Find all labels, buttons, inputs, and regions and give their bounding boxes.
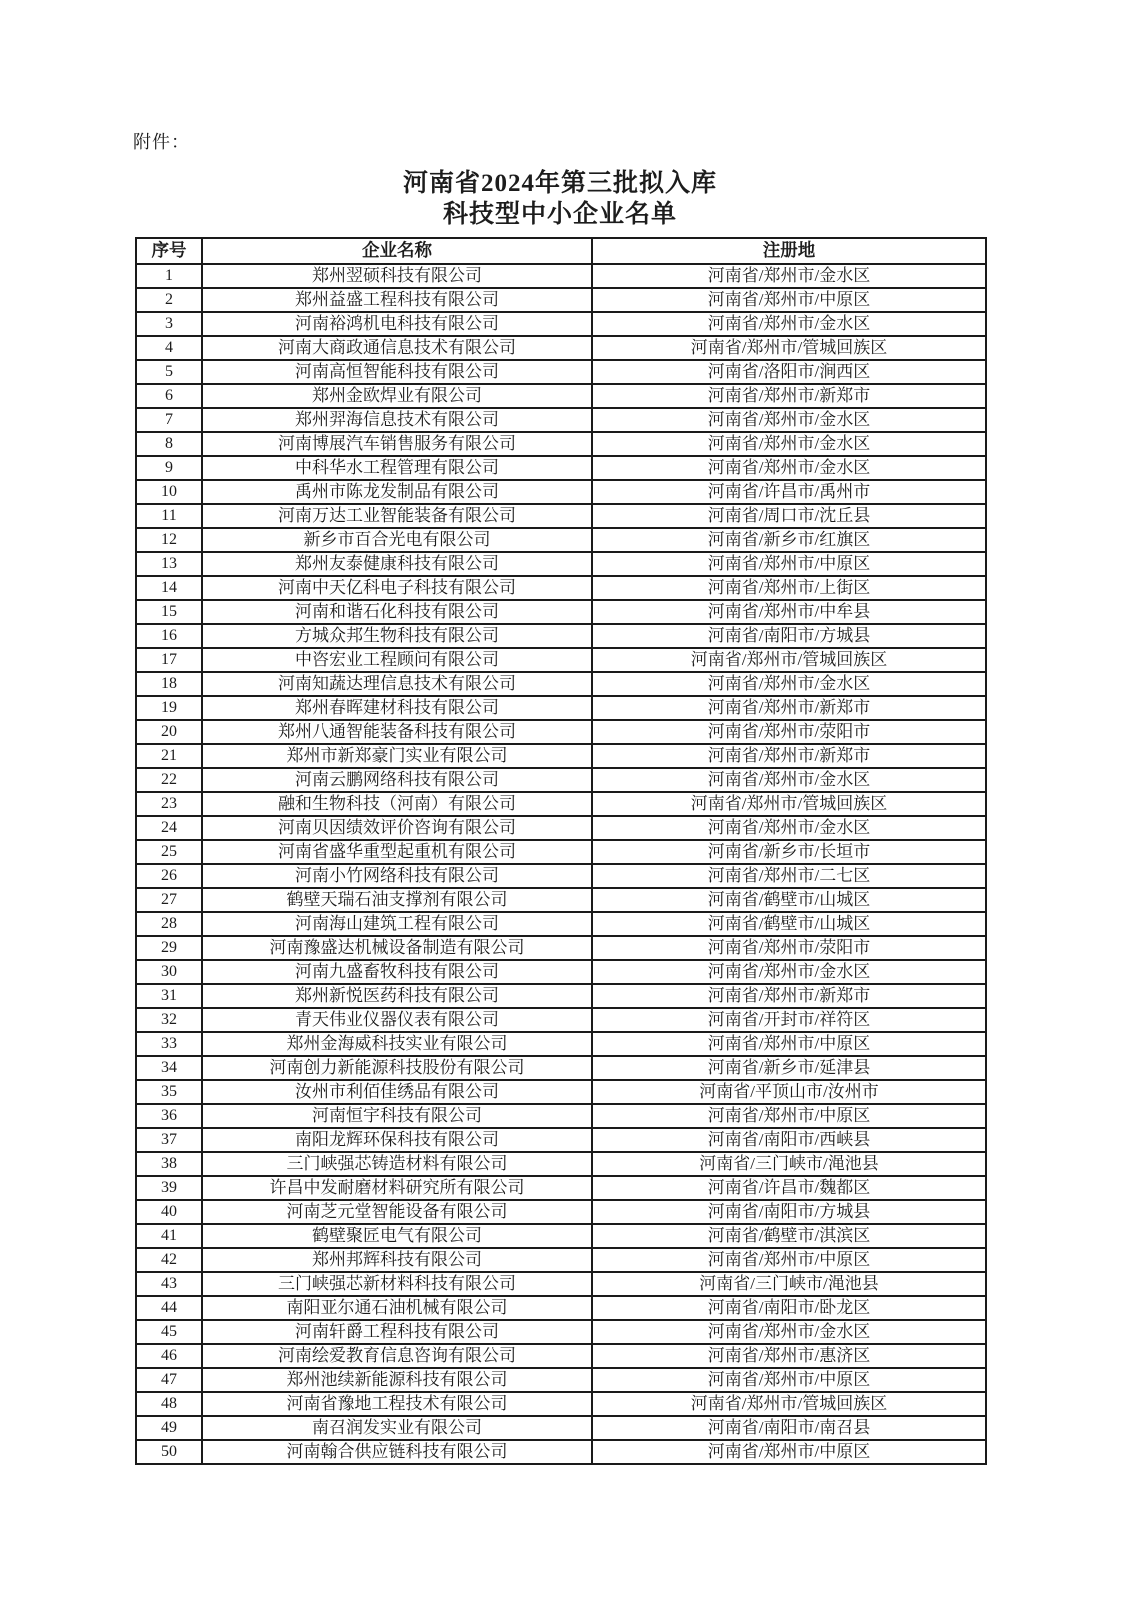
row-registration-place: 河南省/郑州市/新郑市 <box>592 744 986 768</box>
table-row <box>136 408 986 432</box>
row-company-name: 河南绘爱教育信息咨询有限公司 <box>202 1344 592 1368</box>
row-registration-place: 河南省/郑州市/荥阳市 <box>592 720 986 744</box>
row-serial-number: 18 <box>136 672 202 696</box>
row-company-name: 河南博展汽车销售服务有限公司 <box>202 432 592 456</box>
row-serial-number: 13 <box>136 552 202 576</box>
row-serial-number: 31 <box>136 984 202 1008</box>
row-registration-place: 河南省/郑州市/中原区 <box>592 1032 986 1056</box>
row-serial-number: 12 <box>136 528 202 552</box>
row-company-name: 郑州池续新能源科技有限公司 <box>202 1368 592 1392</box>
row-company-name: 禹州市陈龙发制品有限公司 <box>202 480 592 504</box>
row-registration-place: 河南省/周口市/沈丘县 <box>592 504 986 528</box>
row-company-name: 郑州新悦医药科技有限公司 <box>202 984 592 1008</box>
company-table <box>135 237 987 1465</box>
attachment-label: 附件： <box>133 132 190 152</box>
row-serial-number: 2 <box>136 288 202 312</box>
row-registration-place: 河南省/三门峡市/渑池县 <box>592 1272 986 1296</box>
row-serial-number: 36 <box>136 1104 202 1128</box>
row-serial-number: 1 <box>136 264 202 288</box>
table-row <box>136 888 986 912</box>
row-registration-place: 河南省/郑州市/金水区 <box>592 312 986 336</box>
row-company-name: 融和生物科技（河南）有限公司 <box>202 792 592 816</box>
row-registration-place: 河南省/郑州市/中原区 <box>592 1368 986 1392</box>
row-serial-number: 35 <box>136 1080 202 1104</box>
row-company-name: 许昌中发耐磨材料研究所有限公司 <box>202 1176 592 1200</box>
table-row <box>136 456 986 480</box>
row-registration-place: 河南省/郑州市/管城回族区 <box>592 336 986 360</box>
table-row <box>136 1008 986 1032</box>
row-registration-place: 河南省/郑州市/金水区 <box>592 768 986 792</box>
table-row <box>136 1056 986 1080</box>
row-company-name: 河南创力新能源科技股份有限公司 <box>202 1056 592 1080</box>
row-serial-number: 38 <box>136 1152 202 1176</box>
row-registration-place: 河南省/郑州市/管城回族区 <box>592 792 986 816</box>
row-serial-number: 23 <box>136 792 202 816</box>
row-company-name: 鹤壁天瑞石油支撑剂有限公司 <box>202 888 592 912</box>
row-registration-place: 河南省/南阳市/方城县 <box>592 1200 986 1224</box>
row-serial-number: 32 <box>136 1008 202 1032</box>
row-company-name: 河南恒宇科技有限公司 <box>202 1104 592 1128</box>
row-serial-number: 11 <box>136 504 202 528</box>
row-registration-place: 河南省/郑州市/惠济区 <box>592 1344 986 1368</box>
row-company-name: 河南芝元堂智能设备有限公司 <box>202 1200 592 1224</box>
document-title-line1: 河南省2024年第三批拟入库 <box>402 170 717 197</box>
table-row <box>136 504 986 528</box>
row-company-name: 郑州益盛工程科技有限公司 <box>202 288 592 312</box>
table-row <box>136 1224 986 1248</box>
row-company-name: 河南大商政通信息技术有限公司 <box>202 336 592 360</box>
table-row <box>136 336 986 360</box>
table-row <box>136 1320 986 1344</box>
row-company-name: 郑州八通智能装备科技有限公司 <box>202 720 592 744</box>
row-serial-number: 3 <box>136 312 202 336</box>
table-row <box>136 1392 986 1416</box>
row-company-name: 三门峡强芯铸造材料有限公司 <box>202 1152 592 1176</box>
table-row <box>136 1200 986 1224</box>
row-serial-number: 17 <box>136 648 202 672</box>
table-row <box>136 1032 986 1056</box>
row-company-name: 中咨宏业工程顾问有限公司 <box>202 648 592 672</box>
table-row <box>136 648 986 672</box>
row-company-name: 河南中天亿科电子科技有限公司 <box>202 576 592 600</box>
row-registration-place: 河南省/郑州市/金水区 <box>592 816 986 840</box>
table-row <box>136 672 986 696</box>
row-company-name: 郑州春晖建材科技有限公司 <box>202 696 592 720</box>
table-row <box>136 312 986 336</box>
row-serial-number: 24 <box>136 816 202 840</box>
row-registration-place: 河南省/郑州市/中原区 <box>592 1440 986 1464</box>
table-row <box>136 264 986 288</box>
table-row <box>136 840 986 864</box>
table-row <box>136 360 986 384</box>
row-serial-number: 39 <box>136 1176 202 1200</box>
table-row <box>136 1368 986 1392</box>
row-serial-number: 45 <box>136 1320 202 1344</box>
row-registration-place: 河南省/郑州市/中原区 <box>592 552 986 576</box>
table-row <box>136 552 986 576</box>
row-company-name: 郑州邦辉科技有限公司 <box>202 1248 592 1272</box>
row-serial-number: 48 <box>136 1392 202 1416</box>
row-registration-place: 河南省/郑州市/新郑市 <box>592 384 986 408</box>
row-registration-place: 河南省/郑州市/新郑市 <box>592 984 986 1008</box>
row-serial-number: 7 <box>136 408 202 432</box>
row-registration-place: 河南省/许昌市/禹州市 <box>592 480 986 504</box>
table-row <box>136 936 986 960</box>
row-serial-number: 47 <box>136 1368 202 1392</box>
row-registration-place: 河南省/新乡市/延津县 <box>592 1056 986 1080</box>
row-registration-place: 河南省/郑州市/金水区 <box>592 432 986 456</box>
row-company-name: 河南万达工业智能装备有限公司 <box>202 504 592 528</box>
row-registration-place: 河南省/三门峡市/渑池县 <box>592 1152 986 1176</box>
table-row <box>136 960 986 984</box>
document-title <box>135 168 985 230</box>
row-company-name: 河南省盛华重型起重机有限公司 <box>202 840 592 864</box>
row-registration-place: 河南省/新乡市/红旗区 <box>592 528 986 552</box>
row-serial-number: 16 <box>136 624 202 648</box>
row-registration-place: 河南省/郑州市/管城回族区 <box>592 1392 986 1416</box>
row-registration-place: 河南省/洛阳市/涧西区 <box>592 360 986 384</box>
row-serial-number: 43 <box>136 1272 202 1296</box>
row-registration-place: 河南省/鹤壁市/淇滨区 <box>592 1224 986 1248</box>
row-company-name: 河南云鹏网络科技有限公司 <box>202 768 592 792</box>
table-row <box>136 1176 986 1200</box>
row-registration-place: 河南省/南阳市/西峡县 <box>592 1128 986 1152</box>
row-serial-number: 37 <box>136 1128 202 1152</box>
row-serial-number: 9 <box>136 456 202 480</box>
row-serial-number: 21 <box>136 744 202 768</box>
table-row <box>136 600 986 624</box>
table-row <box>136 288 986 312</box>
row-serial-number: 34 <box>136 1056 202 1080</box>
table-row <box>136 984 986 1008</box>
row-registration-place: 河南省/开封市/祥符区 <box>592 1008 986 1032</box>
company-table-header <box>136 238 986 264</box>
row-serial-number: 28 <box>136 912 202 936</box>
table-row <box>136 864 986 888</box>
row-company-name: 河南贝因绩效评价咨询有限公司 <box>202 816 592 840</box>
row-registration-place: 河南省/郑州市/新郑市 <box>592 696 986 720</box>
row-serial-number: 8 <box>136 432 202 456</box>
row-company-name: 方城众邦生物科技有限公司 <box>202 624 592 648</box>
table-row <box>136 792 986 816</box>
row-registration-place: 河南省/郑州市/中原区 <box>592 1104 986 1128</box>
row-company-name: 青天伟业仪器仪表有限公司 <box>202 1008 592 1032</box>
row-company-name: 河南小竹网络科技有限公司 <box>202 864 592 888</box>
row-company-name: 南阳龙辉环保科技有限公司 <box>202 1128 592 1152</box>
row-serial-number: 26 <box>136 864 202 888</box>
row-serial-number: 46 <box>136 1344 202 1368</box>
row-serial-number: 40 <box>136 1200 202 1224</box>
table-row <box>136 768 986 792</box>
row-company-name: 河南和谐石化科技有限公司 <box>202 600 592 624</box>
table-row <box>136 1344 986 1368</box>
row-company-name: 河南省豫地工程技术有限公司 <box>202 1392 592 1416</box>
row-serial-number: 5 <box>136 360 202 384</box>
header-serial-number: 序号 <box>136 238 202 264</box>
row-company-name: 汝州市利佰佳绣品有限公司 <box>202 1080 592 1104</box>
table-row <box>136 1248 986 1272</box>
row-registration-place: 河南省/郑州市/中牟县 <box>592 600 986 624</box>
row-serial-number: 42 <box>136 1248 202 1272</box>
table-row <box>136 696 986 720</box>
row-serial-number: 29 <box>136 936 202 960</box>
header-registration-place: 注册地 <box>592 238 986 264</box>
row-company-name: 河南翰合供应链科技有限公司 <box>202 1440 592 1464</box>
table-row <box>136 1152 986 1176</box>
row-serial-number: 14 <box>136 576 202 600</box>
row-serial-number: 30 <box>136 960 202 984</box>
row-registration-place: 河南省/郑州市/金水区 <box>592 456 986 480</box>
row-registration-place: 河南省/南阳市/南召县 <box>592 1416 986 1440</box>
table-row <box>136 744 986 768</box>
row-company-name: 河南裕鸿机电科技有限公司 <box>202 312 592 336</box>
row-serial-number: 25 <box>136 840 202 864</box>
row-serial-number: 22 <box>136 768 202 792</box>
row-serial-number: 19 <box>136 696 202 720</box>
row-company-name: 河南豫盛达机械设备制造有限公司 <box>202 936 592 960</box>
row-registration-place: 河南省/郑州市/管城回族区 <box>592 648 986 672</box>
row-registration-place: 河南省/郑州市/二七区 <box>592 864 986 888</box>
table-row <box>136 384 986 408</box>
row-company-name: 河南高恒智能科技有限公司 <box>202 360 592 384</box>
table-row <box>136 1416 986 1440</box>
header-company-name: 企业名称 <box>202 238 592 264</box>
row-serial-number: 6 <box>136 384 202 408</box>
row-company-name: 郑州翌硕科技有限公司 <box>202 264 592 288</box>
row-company-name: 鹤壁聚匠电气有限公司 <box>202 1224 592 1248</box>
table-row <box>136 480 986 504</box>
row-registration-place: 河南省/郑州市/中原区 <box>592 1248 986 1272</box>
company-table-body <box>136 264 986 1464</box>
table-row <box>136 1440 986 1464</box>
row-serial-number: 15 <box>136 600 202 624</box>
table-row <box>136 1272 986 1296</box>
row-company-name: 郑州友泰健康科技有限公司 <box>202 552 592 576</box>
table-row <box>136 624 986 648</box>
row-company-name: 河南轩爵工程科技有限公司 <box>202 1320 592 1344</box>
row-company-name: 南阳亚尔通石油机械有限公司 <box>202 1296 592 1320</box>
row-registration-place: 河南省/南阳市/方城县 <box>592 624 986 648</box>
row-registration-place: 河南省/许昌市/魏都区 <box>592 1176 986 1200</box>
row-registration-place: 河南省/郑州市/荥阳市 <box>592 936 986 960</box>
table-row <box>136 576 986 600</box>
row-company-name: 南召润发实业有限公司 <box>202 1416 592 1440</box>
row-serial-number: 49 <box>136 1416 202 1440</box>
table-row <box>136 720 986 744</box>
row-registration-place: 河南省/郑州市/金水区 <box>592 960 986 984</box>
row-registration-place: 河南省/郑州市/金水区 <box>592 264 986 288</box>
row-registration-place: 河南省/郑州市/金水区 <box>592 672 986 696</box>
table-row <box>136 816 986 840</box>
row-registration-place: 河南省/郑州市/金水区 <box>592 1320 986 1344</box>
row-company-name: 河南九盛畜牧科技有限公司 <box>202 960 592 984</box>
row-registration-place: 河南省/新乡市/长垣市 <box>592 840 986 864</box>
row-serial-number: 50 <box>136 1440 202 1464</box>
row-registration-place: 河南省/郑州市/中原区 <box>592 288 986 312</box>
table-row <box>136 1104 986 1128</box>
row-registration-place: 河南省/鹤壁市/山城区 <box>592 912 986 936</box>
row-company-name: 新乡市百合光电有限公司 <box>202 528 592 552</box>
document-title-line2: 科技型中小企业名单 <box>442 201 677 228</box>
row-serial-number: 10 <box>136 480 202 504</box>
row-registration-place: 河南省/南阳市/卧龙区 <box>592 1296 986 1320</box>
row-company-name: 河南海山建筑工程有限公司 <box>202 912 592 936</box>
table-row <box>136 432 986 456</box>
row-serial-number: 44 <box>136 1296 202 1320</box>
table-row <box>136 1080 986 1104</box>
row-serial-number: 4 <box>136 336 202 360</box>
row-registration-place: 河南省/郑州市/金水区 <box>592 408 986 432</box>
row-registration-place: 河南省/郑州市/上街区 <box>592 576 986 600</box>
row-registration-place: 河南省/鹤壁市/山城区 <box>592 888 986 912</box>
header-row <box>136 238 986 264</box>
table-row <box>136 1128 986 1152</box>
row-company-name: 河南知蔬达理信息技术有限公司 <box>202 672 592 696</box>
table-row <box>136 528 986 552</box>
table-row <box>136 1296 986 1320</box>
row-company-name: 郑州金欧焊业有限公司 <box>202 384 592 408</box>
row-serial-number: 27 <box>136 888 202 912</box>
row-company-name: 中科华水工程管理有限公司 <box>202 456 592 480</box>
row-company-name: 郑州金海威科技实业有限公司 <box>202 1032 592 1056</box>
row-company-name: 三门峡强芯新材料科技有限公司 <box>202 1272 592 1296</box>
row-company-name: 郑州羿海信息技术有限公司 <box>202 408 592 432</box>
row-serial-number: 41 <box>136 1224 202 1248</box>
row-company-name: 郑州市新郑豪门实业有限公司 <box>202 744 592 768</box>
row-registration-place: 河南省/平顶山市/汝州市 <box>592 1080 986 1104</box>
row-serial-number: 33 <box>136 1032 202 1056</box>
table-row <box>136 912 986 936</box>
row-serial-number: 20 <box>136 720 202 744</box>
